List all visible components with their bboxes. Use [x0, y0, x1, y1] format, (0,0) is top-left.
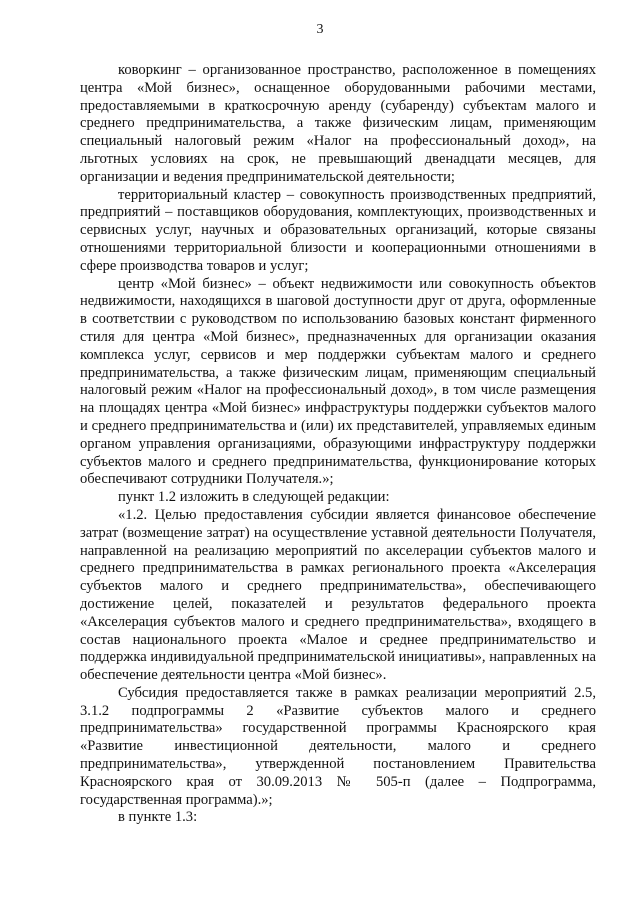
paragraph-clause-1-3-intro: в пункте 1.3: — [118, 809, 198, 826]
paragraph-clause-1-2-text: «1.2. Целью предоставления субсидии является финансовое обеспечение затрат (возмещение затрат) на осуществление уставной деятельности Получателя, направленной на реализацию мероприятий по акселерации субъектов малого и среднего предпринимательства в рамках регионального проекта «Акселерация субъектов малого и среднего предпринимательства», обеспечивающего достижение целей, показателей и результатов федерального проекта «Акселерация субъектов малого и среднего предпринимательства», входящего в состав национального проекта «Малое и среднее предпринимательство и поддержка индивидуальной предпринимательской инициативы», направленных на обеспечение деятельности центра «Мой бизнес». — [80, 506, 596, 684]
paragraph-territorial-cluster-definition: территориальный кластер – совокупность производственных предприятий, предприятий – поставщиков оборудования, комплектующих, производственных и сервисных услуг, научных и образовательных организаций, которые связаны отношениями территориальной близости и кооперационными отношениями в сфере производства товаров и услуг; — [80, 186, 596, 274]
paragraph-coworking-definition: коворкинг – организованное пространство, расположенное в помещениях центра «Мой бизнес», оснащенное оборудованными рабочими местами, предоставляемыми в краткосрочную аренду (субаренду) субъектам малого и среднего предпринимательства, а также физическим лицам, применяющим специальный налоговый режим «Налог на профессиональный доход», на льготных условиях на срок, не превышающий двенадцати месяцев, для организации и ведения предпринимательской деятельности; — [80, 62, 596, 185]
paragraph-clause-1-2-intro: пункт 1.2 изложить в следующей редакции: — [118, 489, 390, 506]
page-number: 3 — [316, 22, 324, 37]
paragraph-subsidy-program: Субсидия предоставляется также в рамках реализации мероприятий 2.5, 3.1.2 подпрограммы 2 «Развитие субъектов малого и среднего предпринимательства» государственной программы Красноярского края «Развитие инвестиционной деятельности, малого и среднего предпринимательства», утвержденной постановлением Правительства Красноярского края от 30.09.2013 № 505-п (далее – Подпрограмма, государственная программа).»; — [80, 684, 596, 808]
paragraph-my-business-center-definition: центр «Мой бизнес» – объект недвижимости или совокупность объектов недвижимости, находящихся в шаговой доступности друг от друга, оформленные в соответствии с руководством по использованию базовых констант фирменного стиля для центра «Мой бизнес», предназначенных для организации оказания комплекса услуг, сервисов и мер поддержки субъектам малого и среднего предпринимательства, а также физическим лицам, применяющим специальный налоговый режим «Налог на профессиональный доход», в том числе размещения на площадях центра «Мой бизнес» инфраструктуры поддержки субъектов малого и среднего предпринимательства и (или) их представителей, управляемых единым органом управления организациями, образующими инфраструктуру поддержки субъектов малого и среднего предпринимательства, функционирование которых обеспечивают сотрудники Получателя.»; — [80, 275, 596, 488]
document-body — [80, 62, 596, 827]
